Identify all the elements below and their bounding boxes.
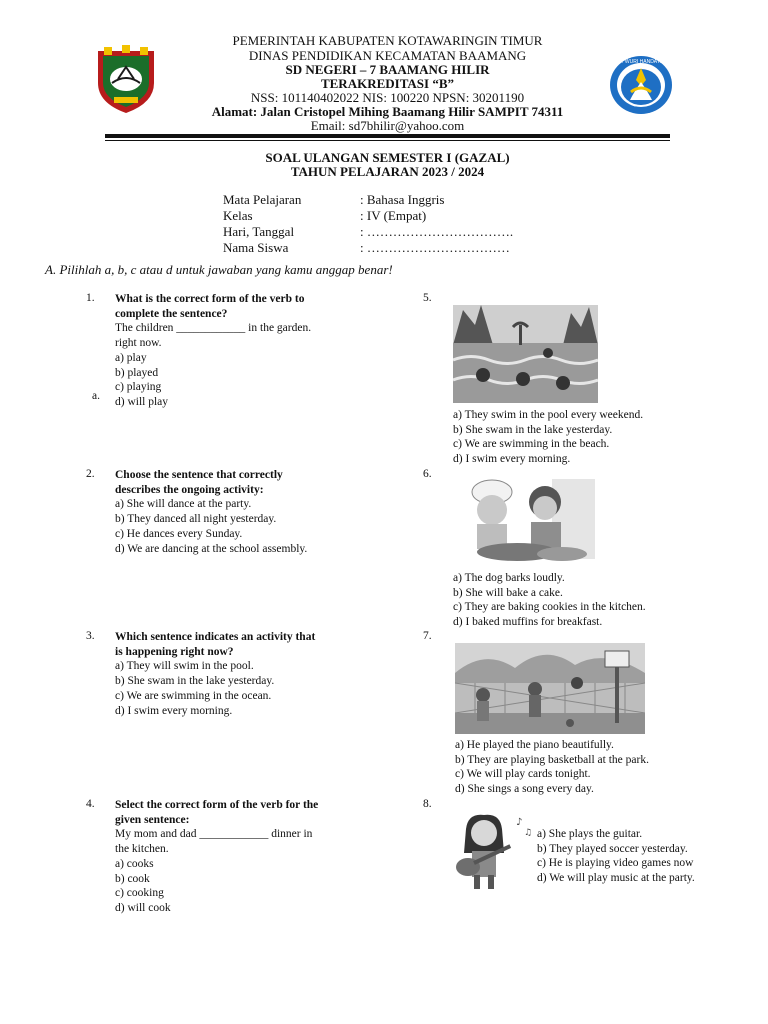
answer-option[interactable]: b) cook (115, 872, 150, 885)
answer-option[interactable]: a) The dog barks loudly. (453, 572, 565, 584)
question-number: 7. (423, 630, 432, 642)
meta-label: Hari, Tanggal (223, 224, 295, 239)
answer-option[interactable]: c) playing (115, 381, 162, 394)
school-year: TAHUN PELAJARAN 2023 / 2024 (290, 164, 485, 179)
answer-option[interactable]: b) They are playing basketball at the park. (455, 753, 649, 766)
answer-option[interactable]: d) We will play music at the party. (537, 872, 695, 885)
answer-option[interactable]: b) She swam in the lake yesterday. (115, 675, 275, 688)
question-sentence: My mom and dad ____________ dinner in (115, 828, 313, 841)
question-prompt: is happening right now? (115, 645, 234, 658)
answer-option[interactable]: d) I swim every morning. (115, 704, 233, 717)
answer-option[interactable]: d) She sings a song every day. (455, 783, 594, 796)
answer-option[interactable]: a) play (115, 351, 147, 364)
answer-option[interactable]: c) We will play cards tonight. (455, 768, 591, 781)
svg-text:♫: ♫ (524, 828, 533, 838)
school-numbers: NSS: 101140402022 NIS: 100220 NPSN: 30201190 (250, 90, 525, 105)
baking-children-picture (457, 474, 597, 566)
answer-option[interactable]: a) They will swim in the pool. (115, 660, 254, 673)
meta-value: : ……………………………. (360, 224, 514, 239)
answer-option[interactable]: b) She swam in the lake yesterday. (453, 423, 613, 436)
meta-value: : IV (Empat) (360, 208, 427, 223)
answer-option[interactable]: d) will cook (115, 901, 171, 914)
header-line-2: DINAS PENDIDIKAN KECAMATAN BAAMANG (248, 48, 527, 63)
meta-label: Kelas (223, 208, 253, 223)
beach-swimming-picture (453, 305, 598, 403)
question-6-options (453, 571, 743, 630)
answer-option[interactable]: d) We are dancing at the school assembly. (115, 542, 308, 555)
question-1 (115, 292, 375, 410)
school-email: Email: sd7bhilir@yahoo.com (310, 118, 465, 133)
question-prompt: describes the ongoing activity: (115, 483, 264, 496)
header-divider-thin (105, 140, 670, 141)
question-number: 1. (86, 292, 95, 304)
school-address: Alamat: Jalan Cristopel Mihing Baamang Hilir SAMPIT 74311 (211, 104, 564, 119)
accreditation: TERAKREDITASI “B” (320, 76, 455, 91)
question-4 (115, 798, 375, 916)
question-number: 2. (86, 468, 95, 480)
meta-label: Mata Pelajaran (223, 192, 302, 207)
question-2 (115, 468, 375, 556)
question-number: 6. (423, 468, 432, 480)
answer-option[interactable]: a) He played the piano beautifully. (455, 739, 614, 751)
question-number: 4. (86, 798, 95, 810)
answer-option[interactable]: a) She plays the guitar. (537, 828, 643, 840)
answer-option[interactable]: b) They danced all night yesterday. (115, 513, 277, 526)
answer-option[interactable]: a) She will dance at the party. (115, 498, 252, 511)
question-5-options (453, 408, 743, 467)
school-name: SD NEGERI – 7 BAAMANG HILIR (285, 62, 490, 77)
answer-option[interactable]: c) We are swimming in the beach. (453, 438, 610, 451)
question-prompt: Select the correct form of the verb for the (115, 799, 319, 811)
question-8-options (537, 827, 757, 886)
answer-option[interactable]: b) played (115, 366, 159, 379)
question-number: 5. (423, 292, 432, 304)
header-divider-thick (105, 134, 670, 138)
header-line-1: PEMERINTAH KABUPATEN KOTAWARINGIN TIMUR (232, 33, 543, 48)
question-prompt: Choose the sentence that correctly (115, 469, 283, 481)
basketball-park-picture (455, 643, 645, 734)
answer-option[interactable]: b) She will bake a cake. (453, 586, 563, 599)
answer-option[interactable]: d) I swim every morning. (453, 453, 571, 466)
list-marker: a. (92, 390, 100, 402)
instruction: A. Pilihlah a, b, c atau d untuk jawaban yang kamu anggap benar! (45, 262, 393, 277)
meta-value: : …………………………… (360, 240, 510, 255)
answer-option[interactable]: c) We are swimming in the ocean. (115, 689, 272, 702)
answer-option[interactable]: a) cooks (115, 857, 154, 870)
meta-values (360, 192, 513, 256)
question-number: 3. (86, 630, 95, 642)
svg-text:♪: ♪ (516, 817, 523, 828)
answer-option[interactable]: c) cooking (115, 887, 164, 900)
answer-option[interactable]: d) will play (115, 395, 169, 408)
answer-option[interactable]: c) They are baking cookies in the kitchen. (453, 601, 646, 614)
question-3 (115, 630, 375, 718)
meta-labels (223, 192, 301, 256)
question-sentence: the kitchen. (115, 843, 169, 856)
svg-text:TUT WURI HANDAYANI: TUT WURI HANDAYANI (613, 59, 669, 65)
meta-value: : Bahasa Inggris (360, 192, 445, 207)
question-sentence: right now. (115, 337, 162, 350)
answer-option[interactable]: c) He dances every Sunday. (115, 527, 243, 540)
question-prompt: What is the correct form of the verb to (115, 293, 305, 305)
answer-option[interactable]: b) They played soccer yesterday. (537, 842, 688, 855)
question-7-options (455, 738, 745, 797)
answer-option[interactable]: d) I baked muffins for breakfast. (453, 616, 603, 629)
question-number: 8. (423, 798, 432, 810)
girl-guitar-picture (450, 811, 534, 893)
question-prompt: given sentence: (115, 813, 190, 826)
exam-title: SOAL ULANGAN SEMESTER I (GAZAL) (265, 150, 510, 165)
question-prompt: complete the sentence? (115, 307, 228, 320)
answer-option[interactable]: a) They swim in the pool every weekend. (453, 409, 644, 421)
meta-label: Nama Siswa (223, 240, 289, 255)
answer-option[interactable]: c) He is playing video games now (537, 857, 694, 870)
question-prompt: Which sentence indicates an activity that (115, 631, 316, 643)
question-sentence: The children ____________ in the garden. (115, 322, 312, 335)
